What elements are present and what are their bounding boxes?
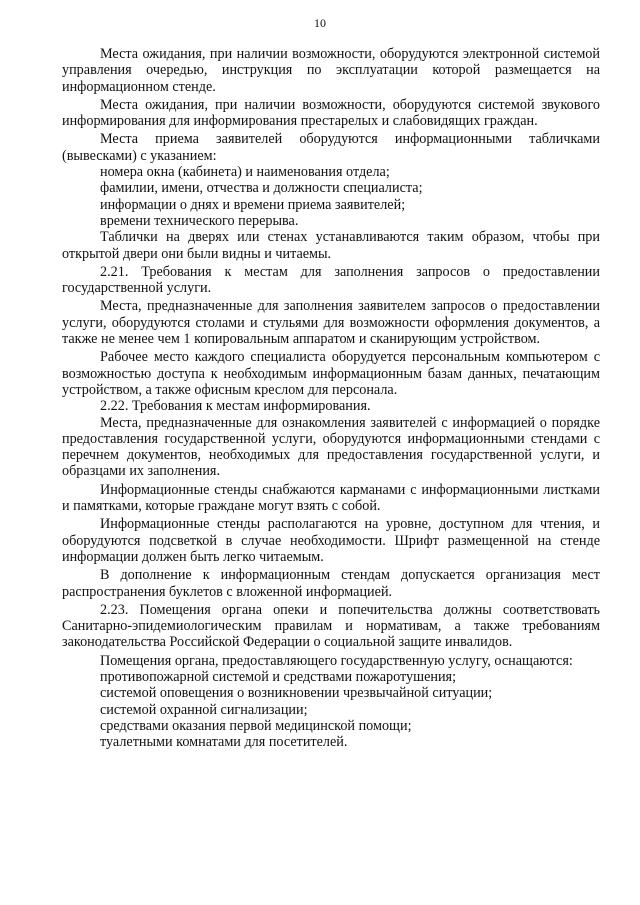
section-heading: 2.21. Требования к местам для заполнения запросов о предоставлении государственной услуги. xyxy=(62,263,600,297)
list-item: номера окна (кабинета) и наименования отдела; xyxy=(100,164,390,181)
paragraph: Рабочее место каждого специалиста оборудуется персональным компьютером с возможностью доступа к необходимым информационным базам данных, печатающим устройством, а также офисным креслом для персонала. xyxy=(62,349,600,398)
section-heading: 2.22. Требования к местам информирования. xyxy=(100,398,371,415)
paragraph: Информационные стенды снабжаются карманами с информационными листками и памятками, которые граждане могут взять с собой. xyxy=(62,481,600,515)
paragraph: Места ожидания, при наличии возможности, оборудуются электронной системой управления очередью, инструкция по эксплуатации которой размещается на информационном стенде. xyxy=(62,46,600,95)
paragraph: Информационные стенды располагаются на уровне, доступном для чтения, и оборудуются подсветкой в случае необходимости. Шрифт размещенной на стенде информации должен быть легко читаемым. xyxy=(62,516,600,565)
list-item: системой оповещения о возникновении чрезвычайной ситуации; xyxy=(100,685,493,702)
page-number: 10 xyxy=(314,16,326,30)
list-item: времени технического перерыва. xyxy=(100,212,299,229)
list-item: фамилии, имени, отчества и должности специалиста; xyxy=(100,180,423,197)
list-item: противопожарной системой и средствами пожаротушения; xyxy=(100,668,457,685)
list-item: информации о днях и времени приема заявителей; xyxy=(100,196,406,213)
paragraph: Места ожидания, при наличии возможности, оборудуются системой звукового информирования для информирования престарелых и слабовидящих граждан. xyxy=(62,96,600,130)
paragraph: Таблички на дверях или стенах устанавливаются таким образом, чтобы при открытой двери они были видны и читаемы. xyxy=(62,229,600,262)
paragraph: Места, предназначенные для ознакомления заявителей с информацией о порядке предоставления государственной услуги, оборудуются информационными стендами с перечнем документов, необходимых для предоставления государственной услуги, и образцами их заполнения. xyxy=(62,414,600,480)
paragraph: Места, предназначенные для заполнения заявителем запросов о предоставлении услуги, оборудуются столами и стульями для возможности оформления документов, а также не менее чем 1 копировальным аппаратом и сканирующим устройством. xyxy=(62,298,600,348)
paragraph: 2.23. Помещения органа опеки и попечительства должны соответствовать Санитарно-эпидемиологическим правилам и нормативам, а также требованиям законодательства Российской Федерации о социальной защите инвалидов. xyxy=(62,601,600,651)
list-item: туалетными комнатами для посетителей. xyxy=(100,734,348,751)
paragraph: Помещения органа, предоставляющего государственную услугу, оснащаются: xyxy=(100,652,573,669)
list-item: средствами оказания первой медицинской помощи; xyxy=(100,717,412,734)
list-item: системой охранной сигнализации; xyxy=(100,701,308,718)
document-body xyxy=(62,46,600,750)
paragraph: Места приема заявителей оборудуются информационными табличками (вывесками) с указанием: xyxy=(62,131,600,164)
paragraph: В дополнение к информационным стендам допускается организация мест распространения буклетов с вложенной информацией. xyxy=(62,567,600,600)
